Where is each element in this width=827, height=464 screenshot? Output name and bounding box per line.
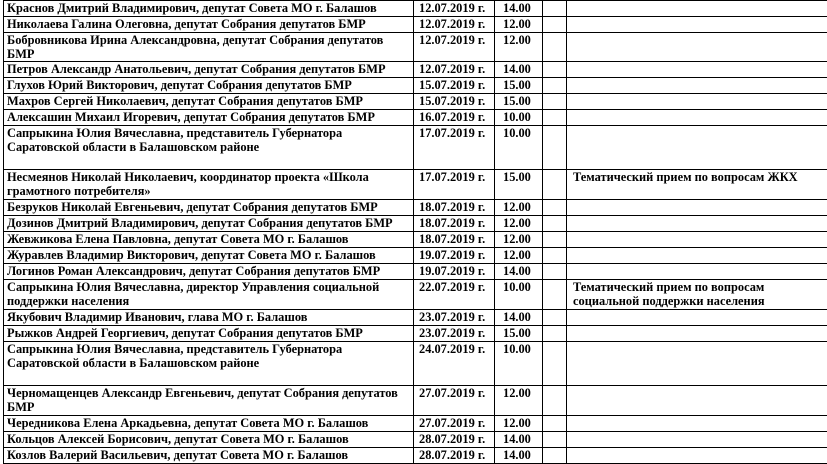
empty-cell: [543, 94, 567, 110]
table-row: [4, 126, 827, 170]
person-cell: Сапрыкина Юлия Вячеславна, директор Управления социальной поддержки населения: [4, 280, 414, 310]
empty-cell: [543, 126, 567, 170]
note-cell: [567, 386, 827, 416]
person-cell: Якубович Владимир Иванович, глава МО г. Балашов: [4, 310, 414, 326]
time-cell: 10.00: [495, 342, 543, 386]
date-cell: 19.07.2019 г.: [414, 264, 495, 280]
empty-cell: [543, 416, 567, 432]
table-row: [4, 94, 827, 110]
table-row: [4, 232, 827, 248]
person-cell: Бобровникова Ирина Александровна, депутат Собрания депутатов БМР: [4, 33, 414, 62]
note-cell: [567, 126, 827, 170]
person-cell: Краснов Дмитрий Владимирович, депутат Совета МО г. Балашов: [4, 1, 414, 17]
empty-cell: [543, 248, 567, 264]
person-cell: Черномащенцев Александр Евгеньевич, депутат Собрания депутатов БМР: [4, 386, 414, 416]
table-row: [4, 248, 827, 264]
person-cell: Жевжикова Елена Павловна, депутат Совета МО г. Балашов: [4, 232, 414, 248]
time-cell: 15.00: [495, 170, 543, 200]
person-cell: Безруков Николай Евгеньевич, депутат Собрания депутатов БМР: [4, 200, 414, 216]
person-cell: Кольцов Алексей Борисович, депутат Совета МО г. Балашов: [4, 432, 414, 448]
note-cell: [567, 62, 827, 78]
person-cell: Сапрыкина Юлия Вячеславна, представитель Губернатора Саратовской области в Балашовском районе: [4, 126, 414, 170]
empty-cell: [543, 110, 567, 126]
time-cell: 15.00: [495, 78, 543, 94]
table-row: [4, 17, 827, 33]
person-cell: Николаева Галина Олеговна, депутат Собрания депутатов БМР: [4, 17, 414, 33]
note-cell: [567, 248, 827, 264]
person-cell: Махров Сергей Николаевич, депутат Собрания депутатов БМР: [4, 94, 414, 110]
time-cell: 14.00: [495, 62, 543, 78]
date-cell: 27.07.2019 г.: [414, 416, 495, 432]
date-cell: 23.07.2019 г.: [414, 326, 495, 342]
date-cell: 12.07.2019 г.: [414, 33, 495, 62]
table-row: [4, 264, 827, 280]
table-row: [4, 170, 827, 200]
empty-cell: [543, 216, 567, 232]
time-cell: 15.00: [495, 94, 543, 110]
date-cell: 17.07.2019 г.: [414, 126, 495, 170]
empty-cell: [543, 310, 567, 326]
date-cell: 12.07.2019 г.: [414, 17, 495, 33]
empty-cell: [543, 232, 567, 248]
person-cell: Журавлев Владимир Викторович, депутат Совета МО г. Балашов: [4, 248, 414, 264]
empty-cell: [543, 386, 567, 416]
note-cell: [567, 264, 827, 280]
note-cell: [567, 17, 827, 33]
date-cell: 23.07.2019 г.: [414, 310, 495, 326]
time-cell: 15.00: [495, 326, 543, 342]
table-row: [4, 216, 827, 232]
table-row: [4, 280, 827, 310]
note-cell: [567, 448, 827, 464]
time-cell: 12.00: [495, 200, 543, 216]
note-cell: Тематический прием по вопросам социальной поддержки населения: [567, 280, 827, 310]
empty-cell: [543, 62, 567, 78]
note-cell: [567, 232, 827, 248]
time-cell: 12.00: [495, 386, 543, 416]
time-cell: 12.00: [495, 248, 543, 264]
empty-cell: [543, 342, 567, 386]
time-cell: 14.00: [495, 432, 543, 448]
date-cell: 17.07.2019 г.: [414, 170, 495, 200]
empty-cell: [543, 1, 567, 17]
empty-cell: [543, 78, 567, 94]
person-cell: Логинов Роман Александрович, депутат Собрания депутатов БМР: [4, 264, 414, 280]
person-cell: Козлов Валерий Васильевич, депутат Совета МО г. Балашов: [4, 448, 414, 464]
time-cell: 12.00: [495, 416, 543, 432]
date-cell: 15.07.2019 г.: [414, 94, 495, 110]
note-cell: [567, 33, 827, 62]
reception-schedule-body: [4, 1, 827, 464]
date-cell: 19.07.2019 г.: [414, 248, 495, 264]
table-row: [4, 62, 827, 78]
time-cell: 10.00: [495, 126, 543, 170]
person-cell: Глухов Юрий Викторович, депутат Собрания депутатов БМР: [4, 78, 414, 94]
note-cell: [567, 342, 827, 386]
note-cell: Тематический прием по вопросам ЖКХ: [567, 170, 827, 200]
person-cell: Рыжков Андрей Георгиевич, депутат Собрания депутатов БМР: [4, 326, 414, 342]
table-row: [4, 432, 827, 448]
date-cell: 28.07.2019 г.: [414, 448, 495, 464]
note-cell: [567, 110, 827, 126]
time-cell: 14.00: [495, 1, 543, 17]
time-cell: 10.00: [495, 280, 543, 310]
note-cell: [567, 216, 827, 232]
time-cell: 12.00: [495, 33, 543, 62]
note-cell: [567, 432, 827, 448]
empty-cell: [543, 326, 567, 342]
person-cell: Несмеянов Николай Николаевич, координатор проекта «Школа грамотного потребителя»: [4, 170, 414, 200]
table-row: [4, 416, 827, 432]
person-cell: Алексашин Михаил Игоревич, депутат Собрания депутатов БМР: [4, 110, 414, 126]
table-row: [4, 110, 827, 126]
note-cell: [567, 326, 827, 342]
note-cell: [567, 78, 827, 94]
time-cell: 14.00: [495, 448, 543, 464]
date-cell: 15.07.2019 г.: [414, 78, 495, 94]
empty-cell: [543, 280, 567, 310]
reception-schedule-table: [3, 0, 827, 464]
person-cell: Дозинов Дмитрий Владимирович, депутат Собрания депутатов БМР: [4, 216, 414, 232]
date-cell: 24.07.2019 г.: [414, 342, 495, 386]
date-cell: 12.07.2019 г.: [414, 62, 495, 78]
time-cell: 10.00: [495, 110, 543, 126]
note-cell: [567, 94, 827, 110]
table-row: [4, 310, 827, 326]
date-cell: 18.07.2019 г.: [414, 232, 495, 248]
person-cell: Петров Александр Анатольевич, депутат Собрания депутатов БМР: [4, 62, 414, 78]
table-row: [4, 33, 827, 62]
date-cell: 28.07.2019 г.: [414, 432, 495, 448]
time-cell: 12.00: [495, 232, 543, 248]
table-row: [4, 200, 827, 216]
empty-cell: [543, 448, 567, 464]
table-row: [4, 326, 827, 342]
date-cell: 12.07.2019 г.: [414, 1, 495, 17]
note-cell: [567, 200, 827, 216]
time-cell: 14.00: [495, 310, 543, 326]
time-cell: 14.00: [495, 264, 543, 280]
table-row: [4, 342, 827, 386]
note-cell: [567, 310, 827, 326]
empty-cell: [543, 17, 567, 33]
table-row: [4, 386, 827, 416]
table-row: [4, 78, 827, 94]
date-cell: 27.07.2019 г.: [414, 386, 495, 416]
date-cell: 18.07.2019 г.: [414, 216, 495, 232]
time-cell: 12.00: [495, 17, 543, 33]
person-cell: Сапрыкина Юлия Вячеславна, представитель Губернатора Саратовской области в Балашовском районе: [4, 342, 414, 386]
empty-cell: [543, 264, 567, 280]
table-row: [4, 1, 827, 17]
table-row: [4, 448, 827, 464]
empty-cell: [543, 33, 567, 62]
empty-cell: [543, 170, 567, 200]
time-cell: 12.00: [495, 216, 543, 232]
note-cell: [567, 416, 827, 432]
date-cell: 18.07.2019 г.: [414, 200, 495, 216]
empty-cell: [543, 432, 567, 448]
empty-cell: [543, 200, 567, 216]
note-cell: [567, 1, 827, 17]
date-cell: 22.07.2019 г.: [414, 280, 495, 310]
date-cell: 16.07.2019 г.: [414, 110, 495, 126]
person-cell: Чередникова Елена Аркадьевна, депутат Совета МО г. Балашов: [4, 416, 414, 432]
